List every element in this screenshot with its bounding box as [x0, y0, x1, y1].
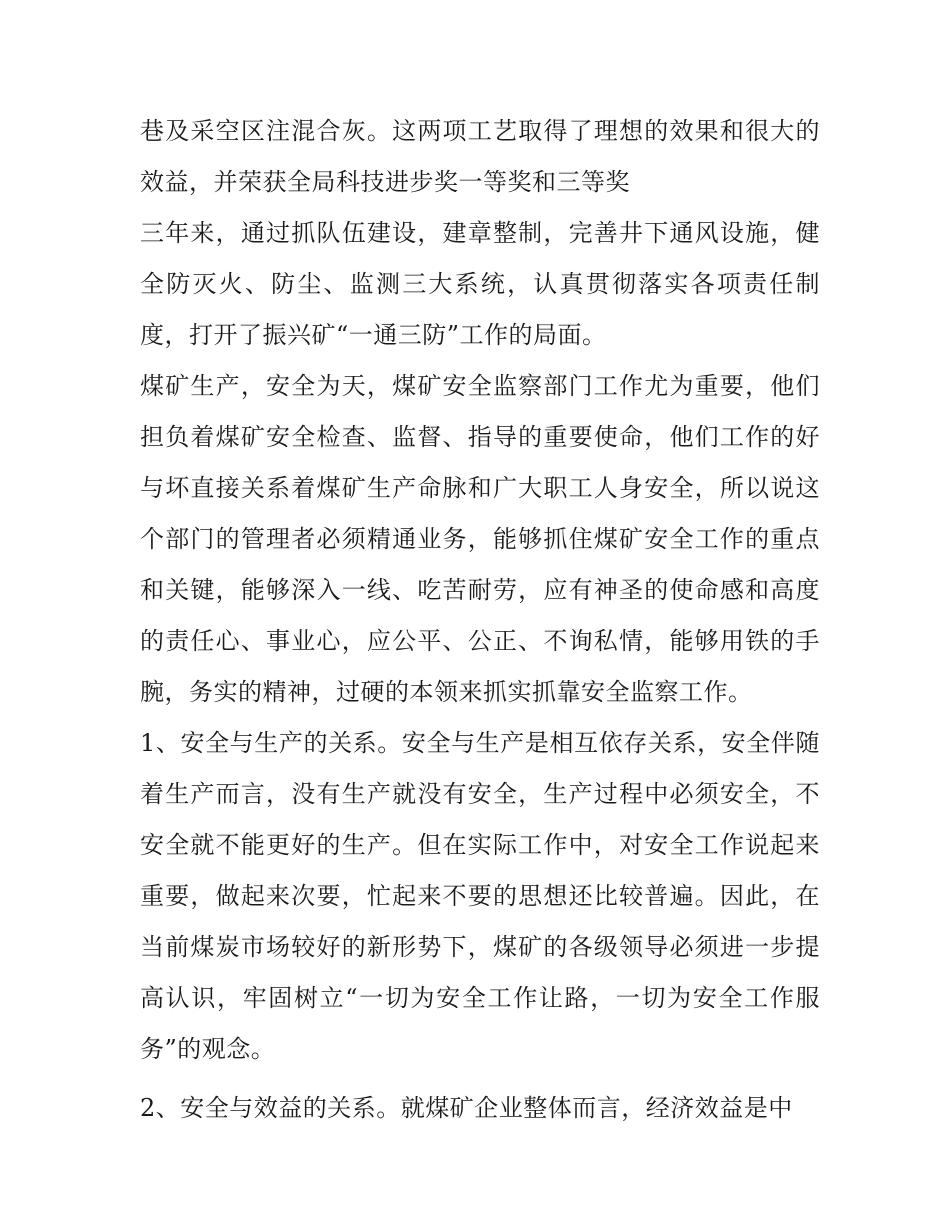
document-body [140, 106, 820, 1134]
paragraph-2: 三年来，通过抓队伍建设，建章整制，完善井下通风设施，健全防灭火、防尘、监测三大系统，认真贯彻落实各项责任制度，打开了振兴矿“一通三防”工作的局面。 [140, 219, 820, 349]
paragraph-1: 巷及采空区注混合灰。这两项工艺取得了理想的效果和很大的效益，并荣获全局科技进步奖一等奖和三等奖 [140, 117, 820, 196]
paragraph-3: 煤矿生产，安全为天，煤矿安全监察部门工作尤为重要，他们担负着煤矿安全检查、监督、指导的重要使命，他们工作的好与坏直接关系着煤矿生产命脉和广大职工人身安全，所以说这个部门的管理者必须精通业务，能够抓住煤矿安全工作的重点和关键，能够深入一线、吃苦耐劳，应有神圣的使命感和高度的责任心、事业心，应公平、公正、不询私情，能够用铁的手腕，务实的精神，过硬的本领来抓实抓靠安全监察工作。 [140, 372, 820, 706]
paragraph-5: 2、安全与效益的关系。就煤矿企业整体而言，经济效益是中 [140, 1094, 793, 1122]
paragraph-4: 1、安全与生产的关系。安全与生产是相互依存关系，安全伴随着生产而言，没有生产就没有安全，生产过程中必须安全，不安全就不能更好的生产。但在实际工作中，对安全工作说起来重要，做起来次要，忙起来不要的思想还比较普遍。因此，在当前煤炭市场较好的新形势下，煤矿的各级领导必须进一步提高认识，牢固树立“一切为安全工作让路，一切为安全工作服务”的观念。 [140, 729, 820, 1063]
